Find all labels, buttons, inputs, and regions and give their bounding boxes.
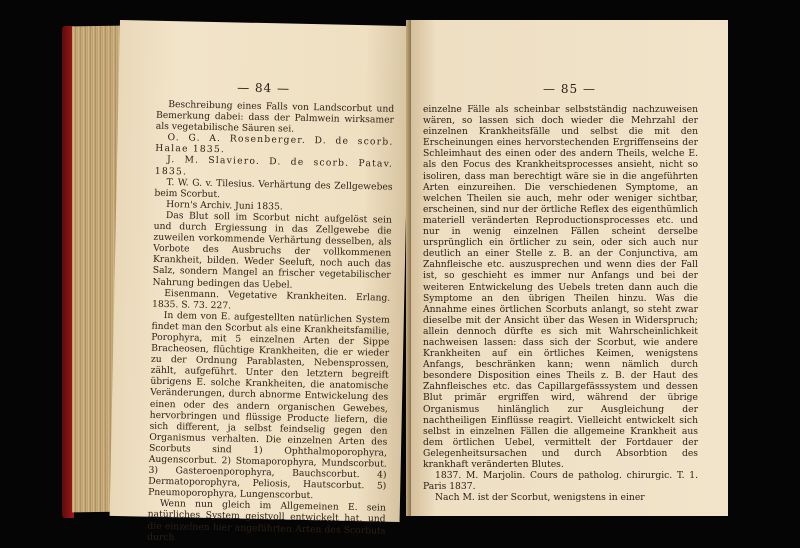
- citation: J. M. Slaviero. D. de scorb. Patav. 1835.: [154, 154, 394, 178]
- citation: O. G. A. Rosenberger. D. de scorb. Halae 1835.: [155, 132, 394, 156]
- citation: Horn's Archiv. Juni 1835.: [166, 198, 283, 213]
- right-page-number: — 85 —: [543, 82, 596, 96]
- right-page: [411, 20, 728, 516]
- citation: T. W. G. v. Tilesius. Verhärtung des Zellgewebes beim Scorbut.: [154, 176, 393, 200]
- paragraph: Wenn nun gleich im Allgemeinen E. sein natürliches System geistvoll entwickelt hat, und die einzelnen hier angeführten Arten des Scorbuts durch: [147, 498, 386, 543]
- citation: Eisenmann. Vegetative Krankheiten. Erlang. 1835. S. 73. 227.: [151, 287, 391, 312]
- left-page-text: [147, 99, 394, 548]
- paragraph: Das Blut soll im Scorbut nicht aufgelöst sein und durch Ergiessung in das Zellgewebe die zuweilen vorkommende Verhärtung desselben, als Vorbote des Ausbruchs der vollkommenen Krankheit, bilden. Weder Seeluft, noch auch das Salz, sondern Mangel an frischer vegetabilischer Nahrung bedingen das Uebel.: [152, 209, 392, 291]
- paragraph: Nach M. ist der Scorbut, wenigstens in einer: [435, 492, 645, 504]
- paragraph: einzelne Fälle als scheinbar selbstständig nachzuweisen wären, so lassen sich doch wieder die Mehrzahl der einzelnen Krankheitsfälle und selbst die mit den Erscheinungen eines hervorstechenden Ergriffenseins der Schleimhaut des einen oder des andern Theils, welche E. als den Focus des Krankheitsprocesses ansieht, nicht so isoliren, dass man berechtigt wäre sie in die angeführten Arten einzureihen. Die verschiedenen Symptome, an welchen Theilen sie auch, mehr oder weniger sichtbar, erscheinen, sind nur der örtliche Reflex des eigenthümlich materiell veränderten Reproductionsprocesses etc. und nur in wenig einzelnen Fällen scheint derselbe ursprünglich ein örtlicher zu sein, oder sich auch nur deutlich an einer Stelle z. B. an der Conjunctiva, am Zahnfleische etc. auszusprechen und wenn dies der Fall ist, so geschieht es immer nur Anfangs und bei der weiteren Entwickelung des Uebels treten dann auch die Symptome an den übrigen Theilen hinzu. Was die Annahme eines örtlichen Scorbuts anlangt, so steht zwar dieselbe mit der Ansicht über das Wesen in Widerspruch; allein dennoch dürfte es sich mit Wahrscheinlichkeit nachweisen lassen: dass sich der Scorbut, wie andere Krankheiten auf ein örtliches Keimen, wenigstens Anfangs, beschränken kann; wenn nämlich durch besondere Disposition eines Theils z. B. der Haut des Zahnfleisches etc. das Capillargefässsystem und dessen Blut primär ergriffen wird, während der übrige Organismus hinlänglich zur Ausgleichung der nachtheiligen Einflüsse reagirt. Vielleicht entwickelt sich selbst in einzelnen Fällen die allgemeine Krankheit aus dem örtlichen Uebel, vermittelt der Fortdauer der Gelegenheitsursachen und durch Absorbtion des krankhaft veränderten Blutes.: [423, 104, 698, 470]
- left-page: [110, 20, 410, 543]
- right-page-text: [423, 104, 698, 503]
- citation: 1837. M. Marjolin. Cours de patholog. chirurgic. T. 1. Paris 1837.: [423, 470, 698, 493]
- open-book: [62, 18, 728, 543]
- paragraph: In dem von E. aufgestellten natürlichen System findet man den Scorbut als eine Krankheitsfamilie, Porophyra, mit 5 einzelnen Arten der Sippe Bracheosen, flüchtige Krankheiten, die er wieder zu der Ordnung Parablasten, Nebensprossen, zählt, aufgeführt. Unter den letztern begreift übrigens E. solche Krankheiten, die anatomische Veränderungen, durch abnorme Entwickelung des einen oder des andern organischen Gewebes, hervorbringen und flüssige Producte liefern, die sich different, ja selbst feindselig gegen den Organismus verhalten. Die einzelnen Arten des Scorbuts sind 1) Ophthalmoporophyra, Augenscorbut. 2) Stomaporophyra, Mundscorbut. 3) Gasteroenporophyra, Bauchscorbut. 4) Dermatoporophyra, Peliosis, Hautscorbut. 5) Pneumoporophyra, Lungenscorbut.: [147, 309, 390, 502]
- left-page-number: — 84 —: [237, 80, 291, 96]
- paragraph: Beschreibung eines Falls von Landscorbut und Bemerkung dabei: dass der Palmwein wirksamer als vegetabilische Säuren sei.: [155, 99, 395, 135]
